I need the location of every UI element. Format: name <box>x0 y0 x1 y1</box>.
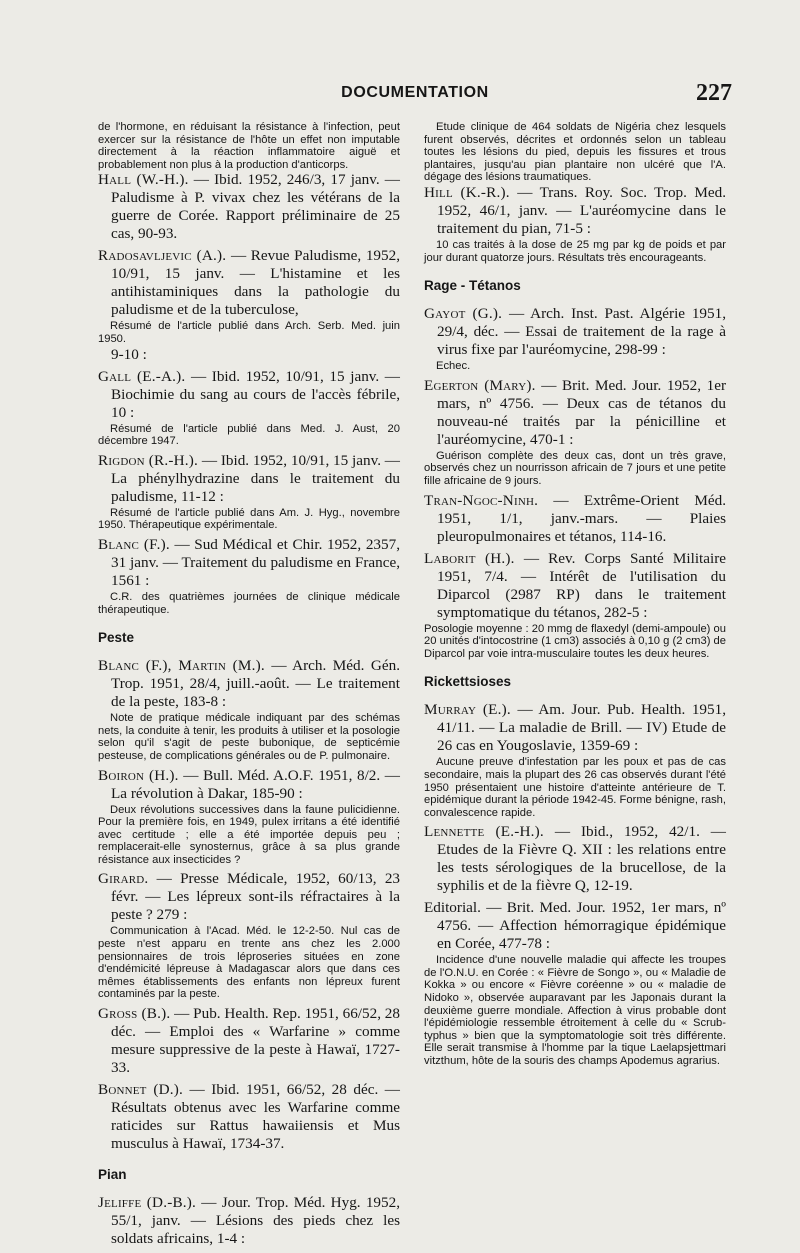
abstract-note: Résumé de l'article publié dans Am. J. Hyg., novembre 1950. Thérapeutique expérimentale. <box>98 506 400 532</box>
section-heading-rickettsioses: Rickettsioses <box>424 674 512 690</box>
citation-text: — Trans. Roy. Soc. Trop. Med. 1952, 46/1, janv. — L'auréomycine dans le traitement du pian, 71-5 : <box>437 183 727 237</box>
abstract-note: Deux révolutions successives dans la faune pulicidienne. Pour la première fois, en 1949, pulex irritans a été identifié avec certitude ; elle a été importée depuis peu ; remplacerait-elle synosternus, grâce à sa plus grande résistance aux insecticides ? <box>98 803 400 866</box>
citation-girard <box>98 870 400 1001</box>
citation-text: — Pub. Health. Rep. 1951, 66/52, 28 déc. — Emploi des « Warfarine » comme mesure suppressive de la peste à Hawaï, 1727-33. <box>111 1005 400 1077</box>
continued-note: de l'hormone, en réduisant la résistance à l'infection, peut exercer sur la résistance de l'hôte un effet non imputable directement à la réaction inflammatoire aiguë et probablement non plus à la production d'anticorps. <box>98 121 400 171</box>
author: Tran-Ngoc-Ninh. <box>424 491 539 509</box>
right-column <box>424 120 726 1072</box>
citation-gall <box>98 368 400 448</box>
citation-egerton <box>424 377 726 488</box>
citation-text: — Arch. Méd. Gén. Trop. 1951, 28/4, juill.-août. — Le traitement de la peste, 183-8 : <box>111 657 400 711</box>
citation-text: — Presse Médicale, 1952, 60/13, 23 févr. — Les lépreux sont-ils réfractaires à la peste ? 279 : <box>111 870 401 924</box>
abstract-note: Résumé de l'article publié dans Med. J. Aust, 20 décembre 1947. <box>98 422 400 448</box>
citation-rigdon <box>98 452 400 532</box>
author: Bonnet (D.). <box>98 1081 184 1099</box>
citation-lennette <box>424 823 726 895</box>
citation-gayot <box>424 305 726 373</box>
citation-text: — Am. Jour. Pub. Health. 1951, 41/11. — La maladie de Brill. — IV) Etude de 26 cas en Yougoslavie, 1359-69 : <box>437 701 726 755</box>
abstract-note: Communication à l'Acad. Méd. le 12-2-50. Nul cas de peste n'est apparu en trente ans chez les 2.000 pensionnaires de trois léproseries situées en zone d'endémicité lépreuse à Madagascar alors que dans ces mêmes établissements des enfants non lépreux furent contaminés par la peste. <box>98 925 400 1001</box>
citation-text: — Bull. Méd. A.O.F. 1951, 8/2. — La révolution à Dakar, 185-90 : <box>111 766 400 802</box>
abstract-note: 10 cas traités à la dose de 25 mg par kg de poids et par jour durant quatorze jours. Résultats très encourageants. <box>424 238 726 264</box>
section-heading-pian: Pian <box>98 1167 127 1183</box>
citation-bonnet <box>98 1081 400 1153</box>
abstract-note: Aucune preuve d'infestation par les poux et pas de cas secondaire, mais la plupart des 26 cas observés durant l'été 1950 présentaient une histoire d'atteinte antérieure de T. epidémique durant la période 1942-45. Forme bénigne, rash, convalescence rapide. <box>424 756 726 819</box>
author: Hall (W.-H.). <box>98 171 189 189</box>
citation-text: — Jour. Trop. Méd. Hyg. 1952, 55/1, janv. — Lésions des pieds chez les soldats africains, 1-4 : <box>111 1194 401 1248</box>
citation-editorial <box>424 899 726 1067</box>
citation-text: — Extrême-Orient Méd. 1951, 1/1, janv.-mars. — Plaies pleuropulmonaires et tétanos, 114-16. <box>437 491 726 545</box>
author: Rigdon (R.-H.). <box>98 451 199 469</box>
author: Gross (B.). <box>98 1005 171 1023</box>
author: Editorial. <box>424 899 481 917</box>
author: Laborit (H.). <box>424 549 515 567</box>
section-heading-rage-tetanos: Rage - Tétanos <box>424 278 521 294</box>
author: Gayot (G.). <box>424 305 503 323</box>
page-header <box>98 80 732 110</box>
citation-boiron <box>98 767 400 867</box>
continued-note: Etude clinique de 464 soldats de Nigéria chez lesquels furent observés, décrites et ordonnés selon un tableau toutes les lésions du pied, depuis les fissures et trous plantaires, jusqu'au pian plantaire non ulcéré que l'A. dégage des lésions traumatiques. <box>424 121 726 184</box>
running-title: DOCUMENTATION <box>341 84 489 101</box>
citation-text: — Sud Médical et Chir. 1952, 2357, 31 janv. — Traitement du paludisme en France, 1561 : <box>111 535 400 589</box>
author: Boiron (H.). <box>98 766 179 784</box>
citation-hall <box>98 171 400 243</box>
citation-text: — Ibid. 1951, 66/52, 28 déc. — Résultats obtenus avec les Warfarine comme raticides sur Rattus hawaiiensis et Mus musculus à Hawaï, 1734-37. <box>111 1081 400 1153</box>
author: Murray (E.). <box>424 701 511 719</box>
section-heading-peste: Peste <box>98 630 135 646</box>
citation-gross <box>98 1005 400 1077</box>
author: Jeliffe (D.-B.). <box>98 1194 197 1212</box>
author: Blanc (F.). <box>98 535 170 553</box>
author: Blanc (F.), Martin (M.). <box>98 657 265 675</box>
citation-tran-ngoc-ninh <box>424 492 726 546</box>
citation-text: — Ibid. 1952, 246/3, 17 janv. — Paludisme à P. vivax chez les vétérans de la guerre de Corée. Rapport préliminaire de 25 cas, 90-93. <box>111 171 400 243</box>
author: Girard. <box>98 870 149 888</box>
abstract-note: Guérison complète des deux cas, dont un très grave, observés chez un nourrisson africain de 7 jours et une petite fille africaine de 9 jours. <box>424 449 726 487</box>
citation-blanc-martin <box>98 657 400 762</box>
left-column <box>98 120 400 1252</box>
citation-pages: 9-10 : <box>111 345 147 363</box>
citation-murray <box>424 701 726 819</box>
author: Radosavljevic (A.). <box>98 247 227 265</box>
abstract-note: Echec. <box>436 360 471 373</box>
author: Lennette (E.-H.). <box>424 823 544 841</box>
page-number: 227 <box>696 80 732 106</box>
citation-text: — Arch. Inst. Past. Algérie 1951, 29/4, déc. — Essai de traitement de la rage à virus fixe par l'auréomycine, 298-99 : <box>437 305 727 359</box>
citation-blanc <box>98 536 400 616</box>
citation-text: — Ibid. 1952, 10/91, 15 janv. — La phénylhydrazine dans le traitement du paludisme, 11-12 : <box>111 451 400 505</box>
abstract-note: Posologie moyenne : 20 mmg de flaxedyl (demi-ampoule) ou 20 unités d'intocostrine (1 cm3) associés à 0,10 g (2 cm3) de Diparcol par voie intra-musculaire toutes les deux heures. <box>424 622 726 660</box>
author: Egerton (Mary). <box>424 376 536 394</box>
citation-text: — Rev. Corps Santé Militaire 1951, 7/4. — Intérêt de l'utilisation du Diparcol (2987 RP) dans le traitement symptomatique du tétanos, 282-5 : <box>437 549 727 621</box>
citation-text: — Brit. Med. Jour. 1952, 1er mars, nº 4756. — Affection hémorragique épidémique en Corée, 477-78 : <box>437 899 726 953</box>
abstract-note: Résumé de l'article publié dans Arch. Serb. Med. juin 1950. <box>98 320 400 345</box>
abstract-note: Incidence d'une nouvelle maladie qui affecte les troupes de l'O.N.U. en Corée : « Fièvre de Songo », ou « Maladie de Kokka » ou encore « Fièvre coréenne » ou « maladie de Nidoko », observée auparavant par les Japonais durant la deuxième guerre mondiale. Affection à virus probable dont l'épidémiologie ressemble étroitement à celle du « Scrub-typhus » bien que la symptomatologie soit très différente. Elle serait transmise à l'homme par la tique Laelapsjettmari vitzthum, hôte de la souris des champs Apodemus agrarius. <box>424 954 726 1068</box>
abstract-note: C.R. des quatrièmes journées de clinique médicale thérapeutique. <box>98 590 400 616</box>
citation-radosavljevic <box>98 247 400 363</box>
abstract-note: Note de pratique médicale indiquant par des schémas nets, la conduite à tenir, les produits à utiliser et la posologie selon qu'il s'agit de peste bubonique, de septicémie pesteuse, de complications générales ou de P. pulmonaire. <box>98 712 400 762</box>
citation-text: — Ibid. 1952, 10/91, 15 janv. — Biochimie du sang au cours de l'accès fébrile, 10 : <box>111 367 400 421</box>
citation-hill <box>424 184 726 264</box>
citation-jeliffe <box>98 1194 400 1248</box>
citation-text: — Revue Paludisme, 1952, 10/91, 15 janv. — L'histamine et les antihistaminiques dans la pathologie du paludisme et de la tuberculose, <box>111 247 401 319</box>
citation-laborit <box>424 550 726 661</box>
citation-text: — Ibid., 1952, 42/1. — Etudes de la Fièvre Q. XII : les relations entre les tests sérologiques de la brucellose, de la syphilis et de la fièvre Q, 12-19. <box>437 823 726 895</box>
citation-text: — Brit. Med. Jour. 1952, 1er mars, nº 4756. — Deux cas de tétanos du nouveau-né traités par la pénicilline et l'auréomycine, 470-1 : <box>437 376 727 448</box>
author: Hill (K.-R.). <box>424 183 510 201</box>
author: Gall (E.-A.). <box>98 367 186 385</box>
